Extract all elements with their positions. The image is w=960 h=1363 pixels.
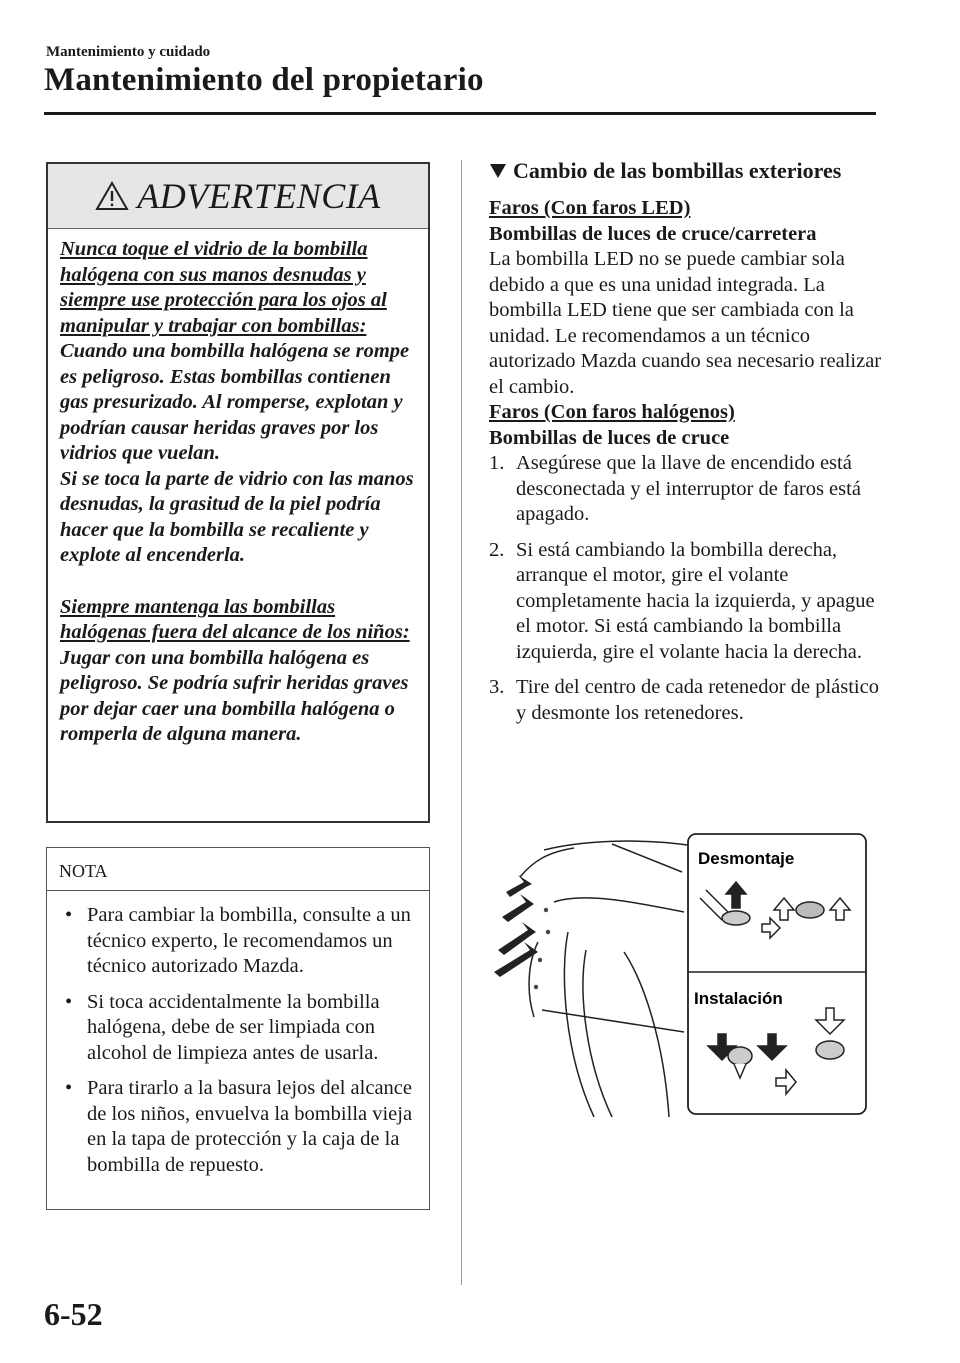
- warning-lead-2: Siempre mantenga las bombillas halógenas fuera del alcance de los niños:: [60, 595, 410, 643]
- title-rule: [44, 112, 876, 115]
- warning-text-1a: Cuando una bombilla halógena se rompe es peligroso. Estas bombillas contienen gas presurizado. Al romperse, explotan y podrían causar heridas graves por los vidrios que vuelan.: [60, 340, 410, 464]
- warning-text-2: Jugar con una bombilla halógena es peligroso. Se podría sufrir heridas graves por dejar caer una bombilla halógena o romperla de alguna manera.: [60, 646, 409, 745]
- note-box: [46, 847, 430, 1210]
- column-divider: [461, 160, 462, 1285]
- removal-label: Desmontaje: [698, 849, 795, 868]
- warning-title: ADVERTENCIA: [137, 176, 381, 216]
- retainer-illustration: [494, 832, 868, 1117]
- retainer-dots-icon: [534, 908, 550, 989]
- led-paragraph: La bombilla LED no se puede cambiar sola debido a que es una unidad integrada. La bombilla LED tiene que ser cambiada con la unidad. Le recomendamos a un técnico autorizado Mazda cuando sea necesario realizar el cambio.: [489, 248, 882, 398]
- warning-text-1b: Si se toca la parte de vidrio con las manos desnudas, la grasitud de la piel podría hacer que la bombilla se recaliente y explote al encenderla.: [60, 467, 414, 566]
- subheading-led: Faros (Con faros LED): [489, 197, 691, 219]
- install-label: Instalación: [694, 989, 783, 1008]
- warning-lead-1: Nunca toque el vidrio de la bombilla halógena con sus manos desnudas y siempre use protección para los ojos al manipular y trabajar con bombillas:: [60, 238, 387, 337]
- page-number: 6-52: [44, 1296, 103, 1332]
- page-title: Mantenimiento del propietario: [44, 62, 484, 98]
- procedure-panel: [688, 834, 866, 1114]
- bulb-type-halogen: Bombillas de luces de cruce: [489, 426, 730, 449]
- car-bumper-drawing: [520, 841, 694, 1117]
- note-item: • Para tirarlo a la basura lejos del alcance de los niños, envuelva la bombilla vieja en la tapa de protección y la caja de la bombilla de repuesto.: [59, 1076, 421, 1178]
- step-item: 3. Tire del centro de cada retenedor de plástico y desmonte los retenedores.: [489, 676, 879, 724]
- subheading-halogen: Faros (Con faros halógenos): [489, 401, 735, 423]
- section-label: Mantenimiento y cuidado: [46, 44, 211, 60]
- note-item: • Si toca accidentalmente la bombilla halógena, debe de ser limpiada con alcohol de limpieza antes de usarla.: [59, 990, 421, 1067]
- warning-body: [48, 229, 428, 748]
- warning-box: [46, 162, 430, 823]
- step-item: 2. Si está cambiando la bombilla derecha, arranque el motor, gire el volante completamente hacia la izquierda, y apague el motor. Si está cambiando la bombilla izquierda, gire el volante hacia la derecha.: [489, 538, 875, 663]
- step-item: 1. Asegúrese que la llave de encendido está desconectada y el interruptor de faros está apagado.: [489, 452, 861, 525]
- note-list: [47, 891, 429, 1178]
- note-title: NOTA: [47, 848, 429, 891]
- section-heading: Cambio de las bombillas exteriores: [489, 156, 889, 186]
- warning-header: [48, 164, 428, 229]
- warning-triangle-icon: [95, 181, 129, 211]
- bulb-type-led: Bombillas de luces de cruce/carretera: [489, 222, 817, 245]
- note-item: • Para cambiar la bombilla, consulte a un técnico experto, le recomendamos un técnico autorizado Mazda.: [59, 903, 421, 980]
- right-column: [489, 156, 889, 736]
- triangle-marker-icon: [489, 163, 507, 179]
